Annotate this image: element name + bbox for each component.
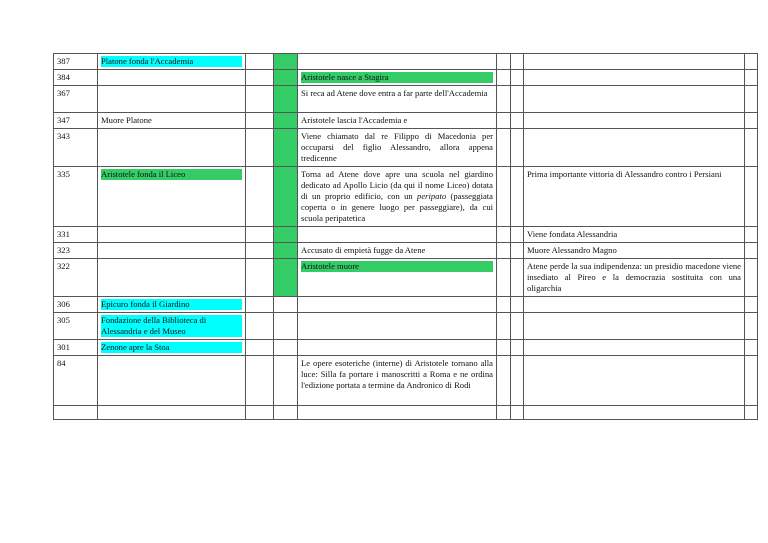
empty-cell bbox=[497, 243, 511, 259]
highlighted-event: Zenone apre la Stoa bbox=[101, 342, 242, 353]
empty-cell bbox=[745, 297, 758, 313]
year-cell: 305 bbox=[54, 313, 98, 340]
history-cell bbox=[524, 313, 745, 340]
year-cell: 335 bbox=[54, 167, 98, 227]
empty-cell bbox=[246, 129, 274, 167]
empty-cell bbox=[745, 356, 758, 406]
year-cell: 331 bbox=[54, 227, 98, 243]
aristotle-bar-cell bbox=[274, 243, 298, 259]
aristotle-cell bbox=[298, 54, 497, 70]
empty-cell bbox=[511, 313, 524, 340]
empty-cell bbox=[745, 259, 758, 297]
history-cell bbox=[524, 129, 745, 167]
empty-cell bbox=[511, 356, 524, 406]
table-row bbox=[54, 86, 758, 113]
aristotle-cell bbox=[298, 227, 497, 243]
event-cell bbox=[98, 243, 246, 259]
table-row bbox=[54, 259, 758, 297]
event-cell bbox=[98, 167, 246, 227]
empty-cell bbox=[497, 406, 511, 420]
event-cell bbox=[98, 340, 246, 356]
event-cell bbox=[98, 313, 246, 340]
empty-cell bbox=[274, 297, 298, 313]
history-cell: Viene fondata Alessandria bbox=[524, 227, 745, 243]
table-row bbox=[54, 113, 758, 129]
empty-cell bbox=[497, 86, 511, 113]
empty-cell bbox=[511, 259, 524, 297]
table-row bbox=[54, 243, 758, 259]
empty-cell bbox=[246, 243, 274, 259]
empty-cell bbox=[246, 259, 274, 297]
text-part: Torna ad Atene dove apre una scuola nel giardino dedicato ad Apollo Licio (da qui il nome Liceo) dotata di un proprio edificio, con un bbox=[301, 169, 493, 201]
table-row bbox=[54, 167, 758, 227]
aristotle-bar-cell bbox=[274, 70, 298, 86]
aristotle-bar-cell bbox=[274, 129, 298, 167]
highlighted-event: Aristotele nasce a Stagira bbox=[301, 72, 493, 83]
aristotle-bar-cell bbox=[274, 113, 298, 129]
highlighted-event: Epicuro fonda il Giardino bbox=[101, 299, 242, 310]
history-cell bbox=[524, 113, 745, 129]
empty-cell bbox=[497, 313, 511, 340]
empty-cell bbox=[745, 70, 758, 86]
aristotle-cell bbox=[298, 340, 497, 356]
empty-cell bbox=[246, 340, 274, 356]
table-row bbox=[54, 340, 758, 356]
aristotle-cell: Si reca ad Atene dove entra a far parte dell'Accademia bbox=[298, 86, 497, 113]
year-cell: 387 bbox=[54, 54, 98, 70]
history-cell bbox=[524, 70, 745, 86]
year-cell: 384 bbox=[54, 70, 98, 86]
event-cell bbox=[98, 129, 246, 167]
empty-cell bbox=[497, 70, 511, 86]
table-row bbox=[54, 356, 758, 406]
event-cell bbox=[98, 356, 246, 406]
empty-cell bbox=[246, 356, 274, 406]
empty-cell bbox=[246, 297, 274, 313]
empty-cell bbox=[497, 227, 511, 243]
empty-cell bbox=[511, 167, 524, 227]
year-cell: 301 bbox=[54, 340, 98, 356]
aristotle-bar-cell bbox=[274, 259, 298, 297]
empty-cell bbox=[511, 113, 524, 129]
empty-cell bbox=[511, 340, 524, 356]
aristotle-bar-cell bbox=[274, 54, 298, 70]
year-cell: 306 bbox=[54, 297, 98, 313]
aristotle-cell bbox=[298, 259, 497, 297]
empty-cell bbox=[745, 243, 758, 259]
event-cell bbox=[98, 297, 246, 313]
empty-cell bbox=[274, 313, 298, 340]
empty-cell bbox=[497, 167, 511, 227]
empty-cell bbox=[497, 340, 511, 356]
history-cell: Prima importante vittoria di Alessandro contro i Persiani bbox=[524, 167, 745, 227]
table-row bbox=[54, 297, 758, 313]
highlighted-event: Fondazione della Biblioteca di Alessandria e del Museo bbox=[101, 315, 242, 337]
history-cell bbox=[524, 340, 745, 356]
year-cell: 343 bbox=[54, 129, 98, 167]
empty-cell bbox=[745, 340, 758, 356]
empty-cell bbox=[745, 54, 758, 70]
empty-cell bbox=[497, 113, 511, 129]
empty-cell bbox=[497, 129, 511, 167]
table-row bbox=[54, 54, 758, 70]
table-row bbox=[54, 406, 758, 420]
empty-cell bbox=[497, 356, 511, 406]
empty-cell bbox=[246, 167, 274, 227]
aristotle-cell bbox=[298, 406, 497, 420]
aristotle-cell bbox=[298, 70, 497, 86]
empty-cell bbox=[246, 86, 274, 113]
empty-cell bbox=[274, 356, 298, 406]
aristotle-cell bbox=[298, 297, 497, 313]
history-cell: Muore Alessandro Magno bbox=[524, 243, 745, 259]
highlighted-event: Aristotele fonda il Liceo bbox=[101, 169, 242, 180]
history-cell: Atene perde la sua indipendenza: un presidio macedone viene insediato al Pireo e la democrazia sostituita con una oligarchia bbox=[524, 259, 745, 297]
empty-cell bbox=[246, 70, 274, 86]
aristotle-cell bbox=[298, 167, 497, 227]
history-cell bbox=[524, 406, 745, 420]
aristotle-cell bbox=[298, 313, 497, 340]
empty-cell bbox=[274, 406, 298, 420]
year-cell: 323 bbox=[54, 243, 98, 259]
event-cell bbox=[98, 227, 246, 243]
table-row bbox=[54, 70, 758, 86]
event-cell bbox=[98, 406, 246, 420]
empty-cell bbox=[246, 227, 274, 243]
history-cell bbox=[524, 356, 745, 406]
aristotle-bar-cell bbox=[274, 227, 298, 243]
timeline-table bbox=[53, 53, 758, 420]
empty-cell bbox=[511, 70, 524, 86]
history-cell bbox=[524, 54, 745, 70]
empty-cell bbox=[745, 113, 758, 129]
empty-cell bbox=[497, 259, 511, 297]
highlighted-event: Platone fonda l'Accademia bbox=[101, 56, 242, 67]
aristotle-bar-cell bbox=[274, 167, 298, 227]
empty-cell bbox=[511, 406, 524, 420]
aristotle-cell: Viene chiamato dal re Filippo di Macedonia per occuparsi del figlio Alessandro, allora appena tredicenne bbox=[298, 129, 497, 167]
empty-cell bbox=[511, 86, 524, 113]
empty-cell bbox=[246, 113, 274, 129]
empty-cell bbox=[246, 406, 274, 420]
table-row bbox=[54, 313, 758, 340]
empty-cell bbox=[511, 243, 524, 259]
history-cell bbox=[524, 297, 745, 313]
year-cell: 322 bbox=[54, 259, 98, 297]
aristotle-cell: Le opere esoteriche (interne) di Aristotele tornano alla luce: Silla fa portare i manoscritti a Roma e ne ordina l'edizione portata a termine da Andronico di Rodi bbox=[298, 356, 497, 406]
event-cell bbox=[98, 70, 246, 86]
year-cell bbox=[54, 406, 98, 420]
aristotle-cell: Aristotele lascia l'Accademia e bbox=[298, 113, 497, 129]
empty-cell bbox=[745, 406, 758, 420]
empty-cell bbox=[246, 54, 274, 70]
year-cell: 84 bbox=[54, 356, 98, 406]
year-cell: 367 bbox=[54, 86, 98, 113]
event-cell: Muore Platone bbox=[98, 113, 246, 129]
event-cell bbox=[98, 259, 246, 297]
italic-term: peripato bbox=[417, 191, 447, 201]
text-part: (passeggiata coperta o in genere luogo per passeggiare), da cui scuola peripatetica bbox=[301, 191, 493, 223]
history-cell bbox=[524, 86, 745, 113]
empty-cell bbox=[274, 340, 298, 356]
table-row bbox=[54, 129, 758, 167]
empty-cell bbox=[497, 297, 511, 313]
aristotle-cell: Accusato di empietà fugge da Atene bbox=[298, 243, 497, 259]
year-cell: 347 bbox=[54, 113, 98, 129]
empty-cell bbox=[511, 54, 524, 70]
empty-cell bbox=[511, 129, 524, 167]
empty-cell bbox=[246, 313, 274, 340]
empty-cell bbox=[511, 227, 524, 243]
aristotle-bar-cell bbox=[274, 86, 298, 113]
empty-cell bbox=[497, 54, 511, 70]
empty-cell bbox=[511, 297, 524, 313]
empty-cell bbox=[745, 129, 758, 167]
table-row bbox=[54, 227, 758, 243]
empty-cell bbox=[745, 227, 758, 243]
event-cell bbox=[98, 86, 246, 113]
empty-cell bbox=[745, 86, 758, 113]
highlighted-event: Aristotele muore bbox=[301, 261, 493, 272]
empty-cell bbox=[745, 313, 758, 340]
event-cell bbox=[98, 54, 246, 70]
empty-cell bbox=[745, 167, 758, 227]
